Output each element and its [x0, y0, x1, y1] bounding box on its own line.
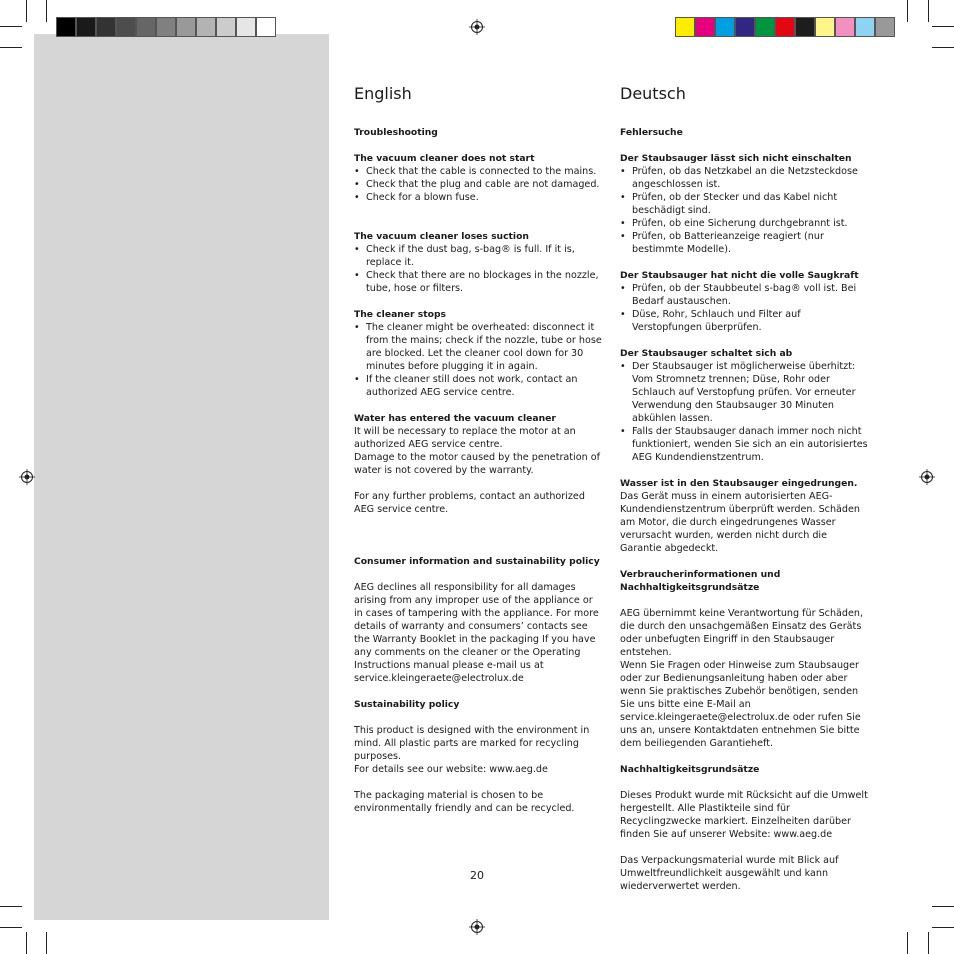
registration-mark-left-icon: [19, 469, 35, 485]
bullet-list: [354, 243, 602, 295]
list-item: • Prüfen, ob der Staubbeutel s-bag® voll ist. Bei Bedarf austauschen.: [620, 282, 868, 308]
english-heading: English: [354, 84, 412, 103]
gray-swatch: [56, 17, 76, 37]
bullet-list: [620, 282, 868, 334]
list-item: • Check if the dust bag, s-bag® is full. If it is, replace it.: [354, 243, 602, 269]
troubleshooting-title: Fehlersuche: [620, 127, 683, 138]
bullet-list: [354, 165, 602, 204]
gray-swatch: [96, 17, 116, 37]
color-swatch: [815, 17, 835, 37]
registration-mark-bottom-icon: [469, 919, 485, 935]
section-title: Verbraucherinformationen und Nachhaltigkeitsgrundsätze: [620, 569, 781, 593]
bullet-list: [354, 321, 602, 399]
list-item: • Check that there are no blockages in the nozzle, tube, hose or filters.: [354, 269, 602, 295]
gray-swatch: [156, 17, 176, 37]
color-swatch: [875, 17, 895, 37]
deutsch-column: [620, 84, 868, 893]
gray-swatch: [196, 17, 216, 37]
color-swatch: [855, 17, 875, 37]
section-title: The vacuum cleaner does not start: [354, 153, 535, 164]
english-column: [354, 84, 602, 815]
troubleshooting-title: Troubleshooting: [354, 127, 438, 138]
section-title: Nachhaltigkeitsgrundsätze: [620, 764, 760, 775]
gray-swatch: [116, 17, 136, 37]
color-swatch: [835, 17, 855, 37]
gray-swatch: [136, 17, 156, 37]
list-item: • Düse, Rohr, Schlauch und Filter auf Verstopfungen überprüfen.: [620, 308, 868, 334]
paragraph: The packaging material is chosen to be environmentally friendly and can be recycled.: [354, 790, 575, 814]
section-title: The vacuum cleaner loses suction: [354, 231, 529, 242]
gray-swatch: [176, 17, 196, 37]
list-item: • Prüfen, ob eine Sicherung durchgebrannt ist.: [620, 217, 868, 230]
color-swatch: [775, 17, 795, 37]
registration-mark-top-icon: [469, 19, 485, 35]
process-color-bar: [675, 17, 895, 37]
list-item: • Check that the plug and cable are not damaged.: [354, 178, 602, 191]
section-title: Wasser ist in den Staubsauger eingedrungen.: [620, 478, 858, 489]
paragraph: Das Gerät muss in einem autorisierten AEG-Kundendienstzentrum überprüft werden. Schäden am Motor, die durch eingedrungenes Wasser verursacht wurden, werden nicht durch die Garantie abgedeckt.: [620, 491, 860, 554]
section-title: Der Staubsauger schaltet sich ab: [620, 348, 793, 359]
paragraph: For any further problems, contact an authorized AEG service centre.: [354, 491, 585, 515]
paragraph: Das Verpackungsmaterial wurde mit Blick auf Umweltfreundlichkeit ausgewählt und kann wiederverwertet werden.: [620, 855, 839, 892]
gray-side-panel: [34, 34, 329, 920]
paragraph: AEG übernimmt keine Verantwortung für Schäden, die durch den unsachgemäßen Einsatz des Geräts oder unbefugten Eingriff in den Staubsauger entstehen.: [620, 608, 864, 658]
paragraph: For details see our website: www.aeg.de: [354, 764, 548, 775]
paragraph: AEG declines all responsibility for all damages arising from any improper use of the appliance or in cases of tampering with the appliance. For more details of warranty and consumers’ contacts see the Warranty Booklet in the packaging If you have any comments on the cleaner or the Operating Instructions manual please e-mail us at service.kleingeraete@electrolux.de: [354, 582, 599, 684]
paragraph: Damage to the motor caused by the penetration of water is not covered by the warranty.: [354, 452, 600, 476]
color-swatch: [715, 17, 735, 37]
color-swatch: [795, 17, 815, 37]
section-title: Consumer information and sustainability policy: [354, 556, 600, 567]
paragraph: It will be necessary to replace the motor at an authorized AEG service centre.: [354, 426, 576, 450]
paragraph: Dieses Produkt wurde mit Rücksicht auf die Umwelt hergestellt. Alle Plastikteile sind für Recyclingzwecke markiert. Einzelheiten darüber finden Sie auf unserer Website: www.aeg.de: [620, 790, 868, 840]
bullet-list: [620, 360, 868, 464]
list-item: • If the cleaner still does not work, contact an authorized AEG service centre.: [354, 373, 602, 399]
section-title: Der Staubsauger lässt sich nicht einschalten: [620, 153, 852, 164]
list-item: • Check that the cable is connected to the mains.: [354, 165, 602, 178]
list-item: • The cleaner might be overheated: disconnect it from the mains; check if the nozzle, tube or hose are blocked. Let the cleaner cool down for 30 minutes before plugging it in again.: [354, 321, 602, 373]
section-title: Sustainability policy: [354, 699, 460, 710]
page-number: 20: [470, 869, 484, 882]
color-swatch: [735, 17, 755, 37]
section-title: Der Staubsauger hat nicht die volle Saugkraft: [620, 270, 859, 281]
list-item: • Check for a blown fuse.: [354, 191, 602, 204]
list-item: • Prüfen, ob das Netzkabel an die Netzsteckdose angeschlossen ist.: [620, 165, 868, 191]
paragraph: Wenn Sie Fragen oder Hinweise zum Staubsauger oder zur Bedienungsanleitung haben oder aber wenn Sie praktisches Zubehör benötigen, senden Sie uns bitte eine E-Mail an service.kleingeraete@electrolux.de oder rufen Sie uns an, unsere Kontaktdaten entnehmen Sie bitte dem beiliegenden Garantieheft.: [620, 660, 861, 749]
deutsch-heading: Deutsch: [620, 84, 686, 103]
bullet-list: [620, 165, 868, 256]
color-swatch: [695, 17, 715, 37]
section-title: The cleaner stops: [354, 309, 446, 320]
color-swatch: [755, 17, 775, 37]
registration-mark-right-icon: [919, 469, 935, 485]
gray-swatch: [236, 17, 256, 37]
list-item: • Prüfen, ob Batterieanzeige reagiert (nur bestimmte Modelle).: [620, 230, 868, 256]
gray-swatch: [216, 17, 236, 37]
gray-swatch: [76, 17, 96, 37]
list-item: • Prüfen, ob der Stecker und das Kabel nicht beschädigt sind.: [620, 191, 868, 217]
grayscale-color-bar: [56, 17, 276, 37]
gray-swatch: [256, 17, 276, 37]
section-title: Water has entered the vacuum cleaner: [354, 413, 556, 424]
paragraph: This product is designed with the environment in mind. All plastic parts are marked for recycling purposes.: [354, 725, 590, 762]
list-item: • Falls der Staubsauger danach immer noch nicht funktioniert, wenden Sie sich an ein autorisiertes AEG Kundendienstzentrum.: [620, 425, 868, 464]
color-swatch: [675, 17, 695, 37]
list-item: • Der Staubsauger ist möglicherweise überhitzt: Vom Stromnetz trennen; Düse, Rohr oder Schlauch auf Verstopfung prüfen. Vor erneuter Verwendung den Staubsauger 30 Minuten abkühlen lassen.: [620, 360, 868, 425]
